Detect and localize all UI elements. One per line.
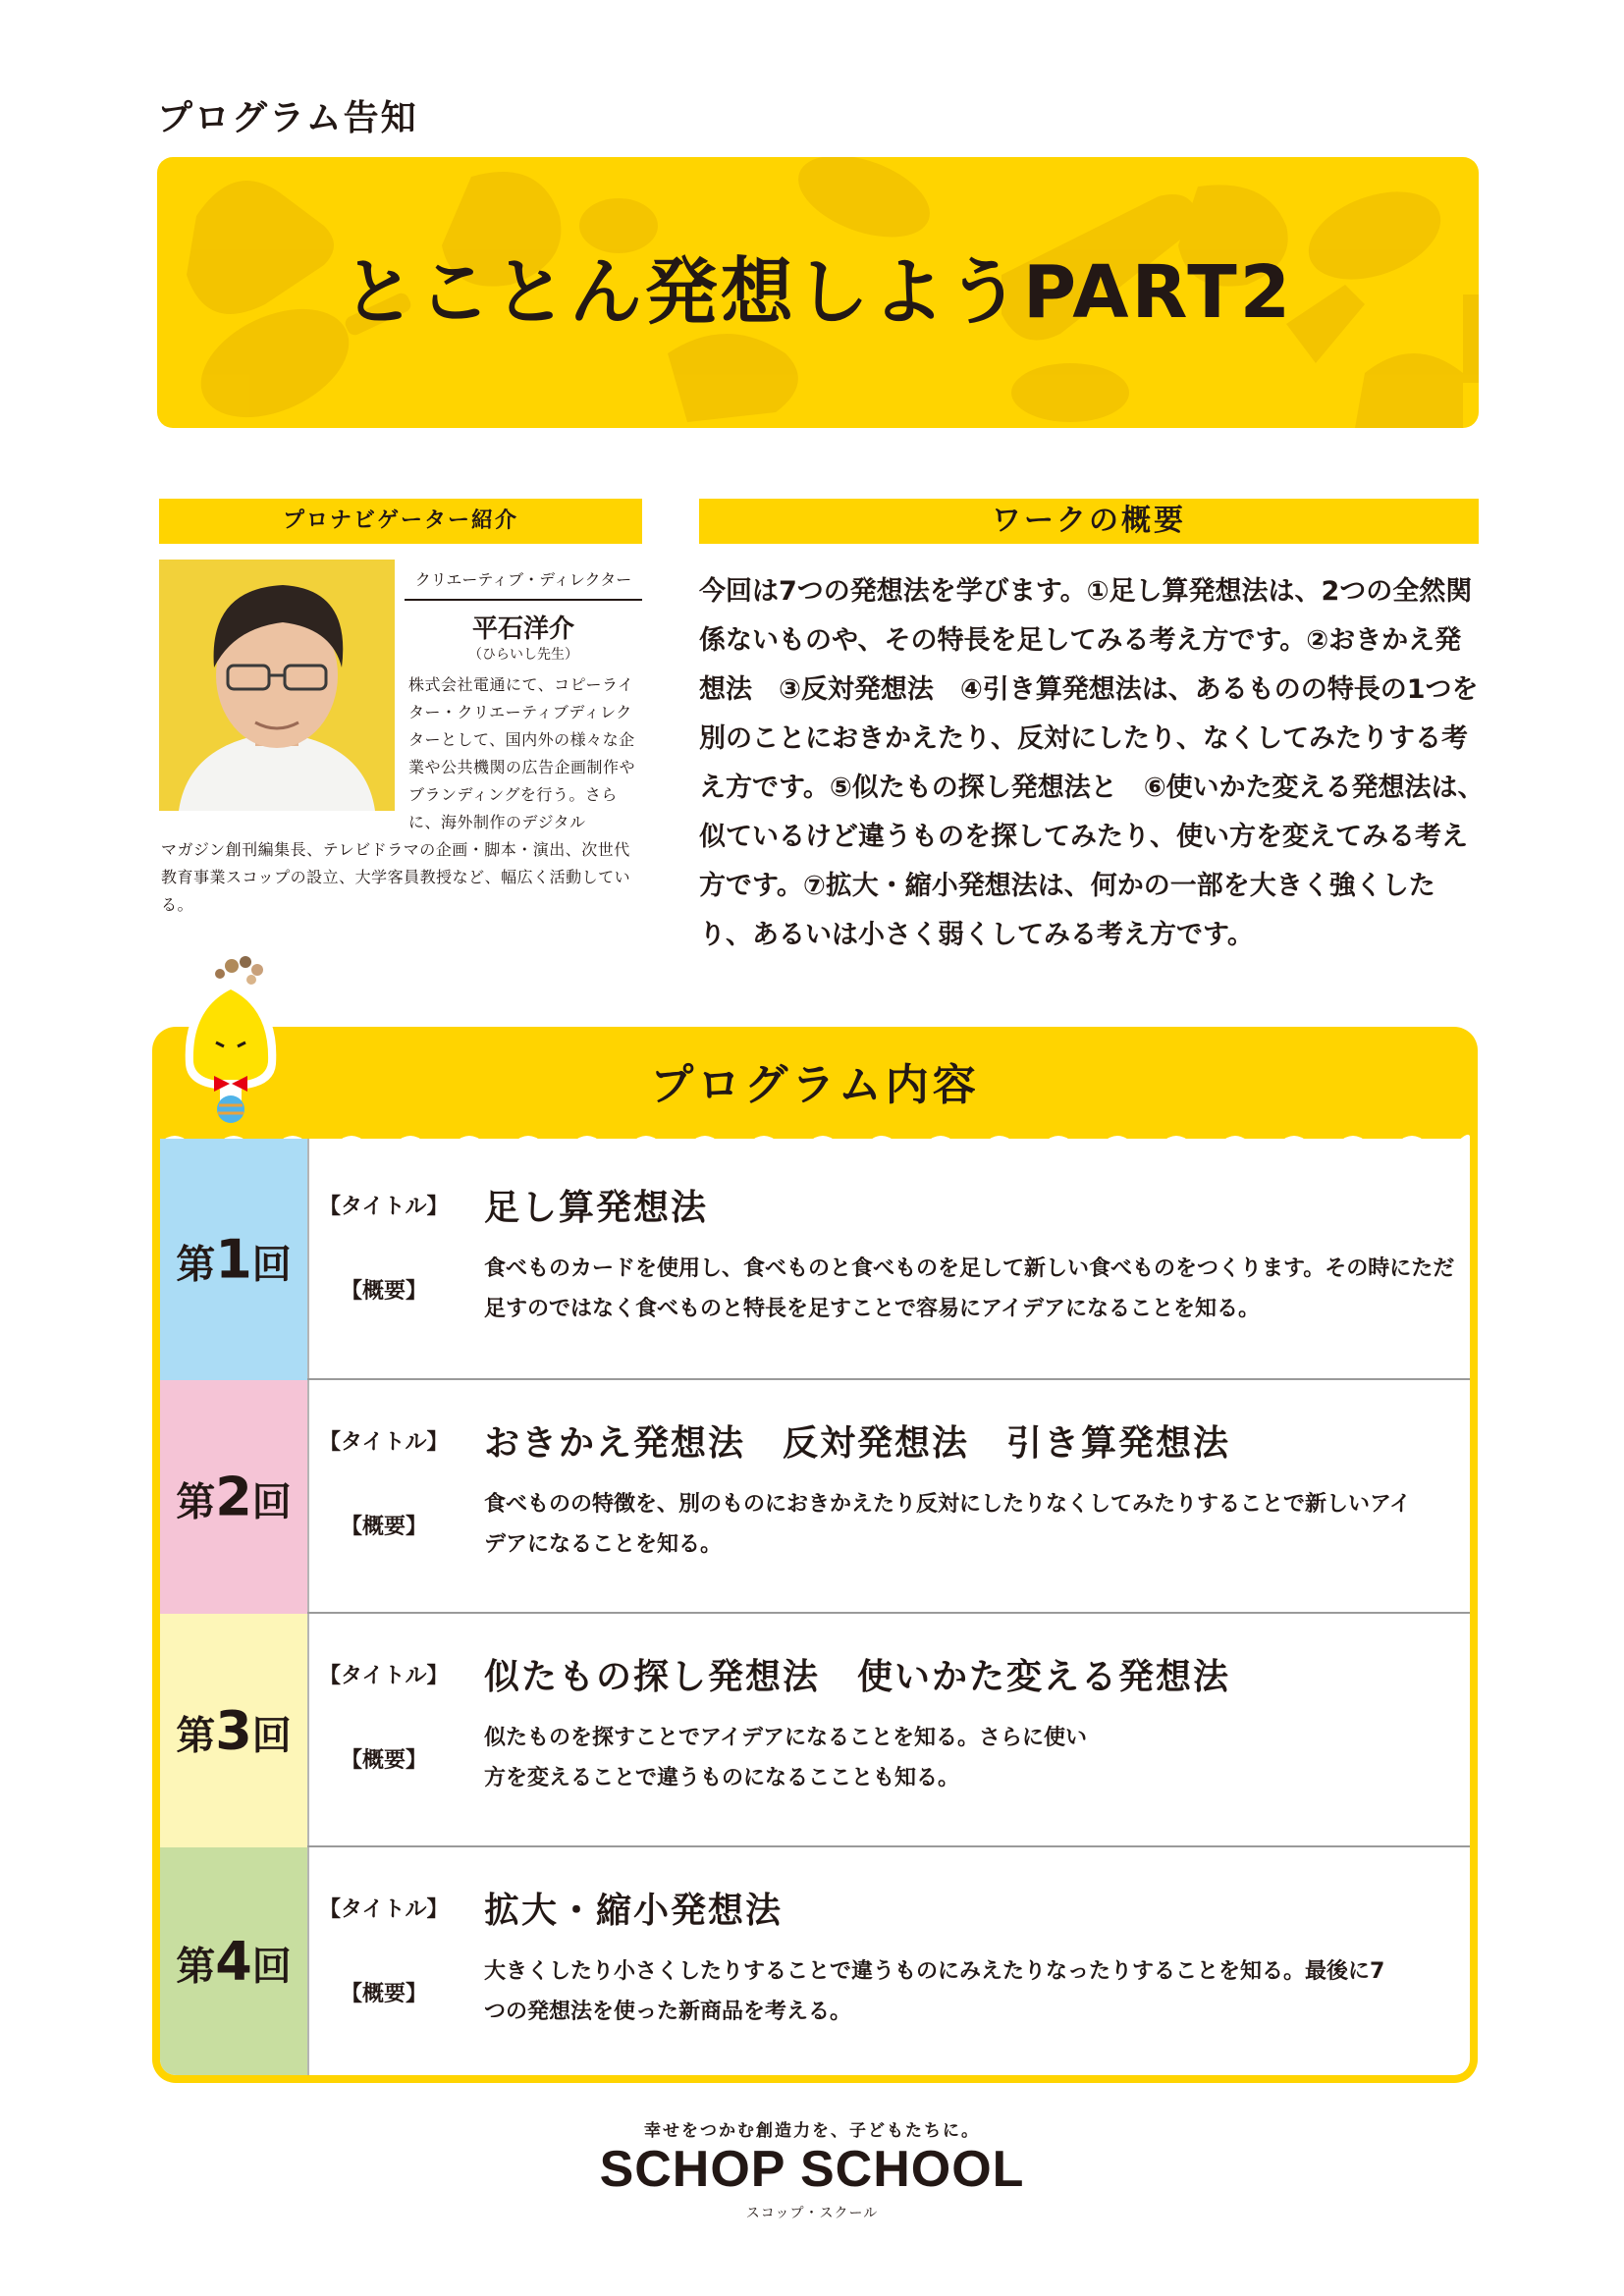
session-label-cell: [160, 1139, 307, 1380]
session-label-cell: [160, 1614, 307, 1847]
page-label: プログラム告知: [157, 98, 418, 138]
session-row: [160, 1847, 1470, 2075]
session-label-cell: [160, 1847, 307, 2075]
session-number: 第4回: [176, 1930, 292, 1993]
summary-tag: 【概要】: [341, 1279, 428, 1304]
session-title: 似たもの探し発想法 使いかた変える発想法: [484, 1657, 1231, 1697]
session-summary: 食べものの特徴を、別のものにおきかえたり反対にしたりなくしてみたりすることで新しいアイデアになることを知る。: [484, 1492, 1412, 1557]
session-title: 拡大・縮小発想法: [484, 1891, 784, 1931]
mascot-icon: [173, 952, 289, 1129]
navigator-role: クリエーティブ・ディレクター: [414, 570, 632, 589]
session-number: 第2回: [176, 1466, 292, 1528]
summary-tag: 【概要】: [341, 1748, 428, 1773]
navigator-bio-full: マガジン創刊編集長、テレビドラマの企画・脚本・演出、次世代教育事業スコップの設立、大学客員教授など、幅広く活動している。: [161, 840, 631, 914]
title-tag: 【タイトル】: [319, 1195, 449, 1219]
title-tag: 【タイトル】: [319, 1430, 449, 1455]
program-title: プログラム内容: [650, 1060, 980, 1110]
title-tag: 【タイトル】: [319, 1664, 449, 1688]
divider: [405, 599, 642, 601]
session-row: [160, 1380, 1470, 1614]
session-title: 足し算発想法: [484, 1188, 709, 1228]
session-label-cell: [160, 1380, 307, 1614]
navigator-photo: [159, 560, 395, 811]
summary-tag: 【概要】: [341, 1982, 428, 2006]
title-tag: 【タイトル】: [319, 1897, 449, 1922]
hero-title: とことん発想しようPART2: [342, 250, 1294, 335]
hero-banner: [157, 157, 1479, 428]
program-table: [160, 1139, 1470, 2075]
summary-tag: 【概要】: [341, 1515, 428, 1539]
navigator-section-title: プロナビゲーター紹介: [159, 499, 642, 544]
session-summary: 大きくしたり小さくしたりすることで違うものにみえたりなったりすることを知る。最後に7つの発想法を使った新商品を考える。: [484, 1959, 1385, 2024]
footer-logo-kana: スコップ・スクール: [745, 2206, 879, 2221]
navigator-name: 平石洋介: [471, 614, 574, 644]
session-number: 第1回: [176, 1228, 292, 1291]
session-title: おきかえ発想法 反対発想法 引き算発想法: [484, 1423, 1231, 1464]
session-number: 第3回: [176, 1699, 292, 1762]
session-summary: 食べものカードを使用し、食べものと食べものを足して新しい食べものをつくります。その時にただ足すのではなく食べものと特長を足すことで容易にアイデアになることを知る。: [484, 1256, 1455, 1321]
navigator-bio-side: 株式会社電通にて、コピーライター・クリエーティブディレクターとして、国内外の様々な企業や公共機関の広告企画制作やブランディングを行う。さらに、海外制作のデジタル: [408, 675, 636, 831]
session-summary: 似たものを探すことでアイデアになることを知る。さらに使い方を変えることで違うものになるこことも知る。: [484, 1726, 1088, 1790]
navigator-kana: （ひらいし先生）: [468, 647, 578, 663]
footer-tagline: 幸せをつかむ創造力を、子どもたちに。: [644, 2121, 980, 2141]
footer-logo: SCHOP SCHOOL: [599, 2141, 1025, 2198]
session-row: [160, 1139, 1470, 1380]
person-icon: [159, 560, 395, 811]
session-row: [160, 1614, 1470, 1847]
work-description: 今回は7つの発想法を学びます。①足し算発想法は、2つの全然関係ないものや、その特長を足してみる考え方です。②おきかえ発想法 ③反対発想法 ④引き算発想法は、あるものの特長の1つを別のことにおきかえたり、反対にしたり、なくしてみたりする考え方です。⑤似たもの探し発想法と ⑥使いかた変える発想法は、似ているけど違うものを探してみたり、使い方を変えてみる考え方です。⑦拡大・縮小発想法は、何かの一部を大きく強くしたり、あるいは小さく弱くしてみる考え方です。: [699, 576, 1485, 950]
work-section-title: ワークの概要: [699, 499, 1479, 544]
